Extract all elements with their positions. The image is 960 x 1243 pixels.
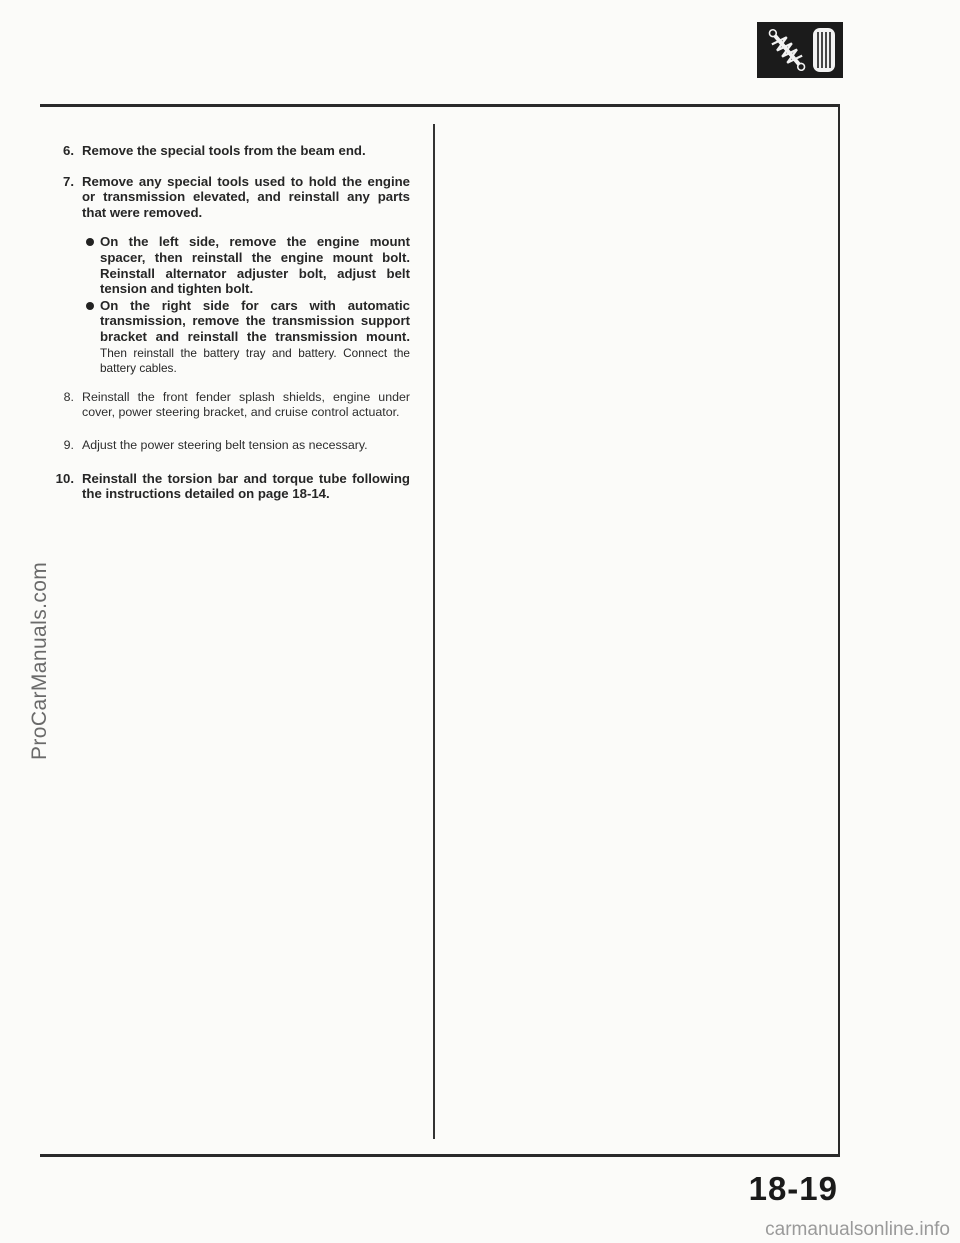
step-text: Reinstall the front fender splash shields, engine under cover, power steering bracket, and cruise control actuator. — [82, 389, 410, 419]
step-9 — [50, 438, 410, 453]
step-8 — [50, 390, 410, 420]
top-rule — [40, 104, 840, 107]
suspension-section-icon — [757, 22, 843, 78]
step-7-bullets — [82, 234, 410, 375]
step-text: Remove any special tools used to hold the engine or transmission elevated, and reinstall any parts that were removed. — [82, 173, 410, 220]
page-number: 18-19 — [748, 1170, 838, 1207]
bullet-dot-icon — [86, 238, 94, 246]
step-number: 6. — [63, 143, 74, 158]
bullet-dot-icon — [86, 302, 94, 310]
bullet-right-side — [82, 298, 410, 376]
footer-site-watermark: carmanualsonline.info — [765, 1219, 950, 1240]
step-text: Remove the special tools from the beam end. — [82, 143, 366, 158]
step-text: Reinstall the torsion bar and torque tube following the instructions detailed on page 18-14. — [82, 470, 410, 502]
step-10 — [50, 471, 410, 502]
bullet-left-side — [82, 234, 410, 296]
step-6 — [50, 143, 410, 159]
right-rule — [838, 104, 840, 1156]
step-number: 9. — [63, 437, 74, 452]
column-divider — [433, 124, 435, 1139]
bottom-rule — [40, 1154, 840, 1157]
bullet-text: On the right side for cars with automatic transmission, remove the transmission support bracket and reinstall the transmission mount. — [100, 297, 410, 344]
side-watermark: ProCarManuals.com — [28, 561, 51, 760]
bullet-continuation: Then reinstall the battery tray and battery. Connect the battery cables. — [100, 345, 410, 376]
step-number: 10. — [55, 470, 74, 486]
step-text: Adjust the power steering belt tension as necessary. — [82, 437, 368, 452]
step-7 — [50, 174, 410, 221]
shock-absorber-wheel-icon — [757, 22, 843, 78]
bullet-text: On the left side, remove the engine mount spacer, then reinstall the engine mount bolt. Reinstall alternator adjuster bolt, adjust belt tension and tighten bolt. — [100, 234, 410, 297]
step-number: 8. — [63, 389, 74, 404]
procedure-steps — [50, 143, 410, 502]
step-number: 7. — [63, 173, 74, 189]
